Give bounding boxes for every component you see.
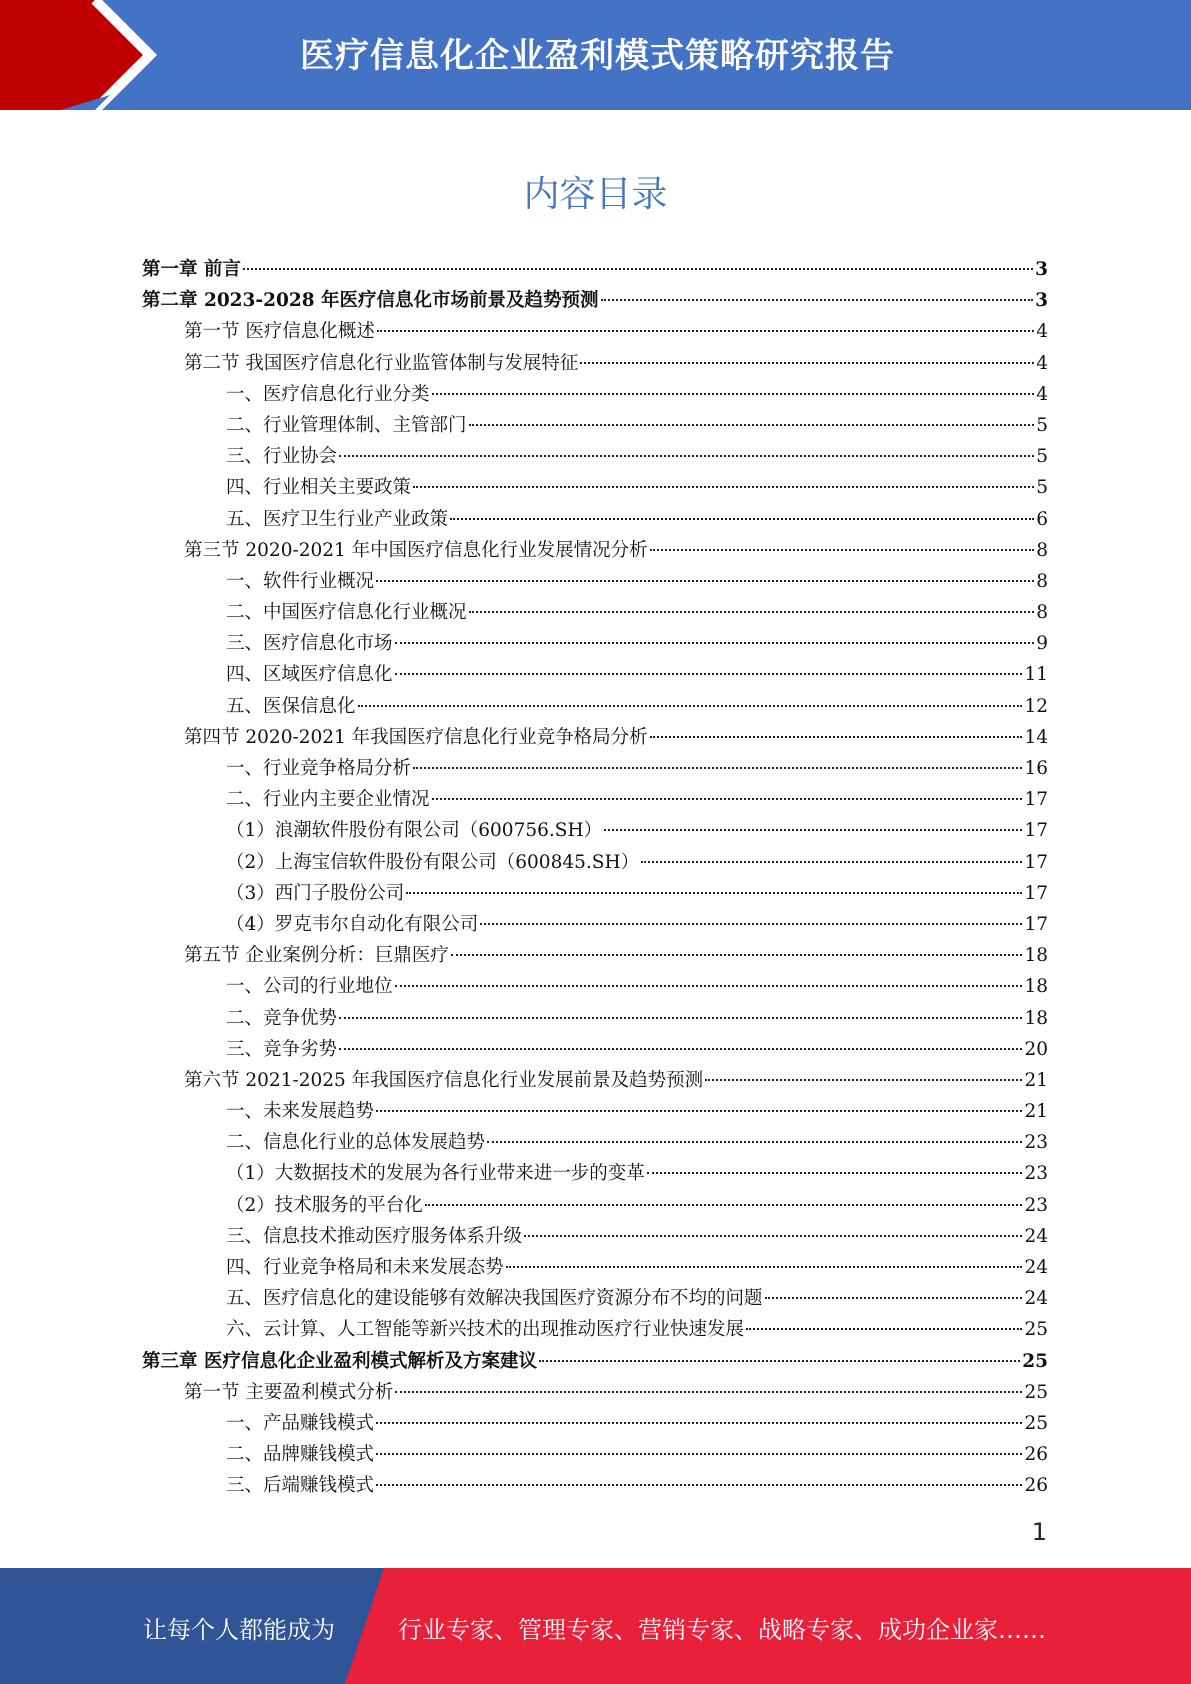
toc-entry-page: 5 <box>1036 446 1048 468</box>
toc-entry-title: 第一节 医疗信息化概述 <box>184 321 375 343</box>
toc-entry[interactable] <box>142 971 1048 1002</box>
toc-entry[interactable] <box>142 815 1048 846</box>
toc-entry[interactable] <box>142 1314 1048 1345</box>
toc-dot-leader <box>480 923 1022 925</box>
toc-entry-page: 25 <box>1024 1381 1048 1403</box>
toc-entry-title: 五、医保信息化 <box>226 695 356 717</box>
toc-entry-title: 二、行业内主要企业情况 <box>226 789 430 811</box>
toc-entry-title: 三、医疗信息化市场 <box>226 633 393 655</box>
toc-entry-title: 四、行业竞争格局和未来发展态势 <box>226 1257 504 1278</box>
toc-entry-page: 17 <box>1024 882 1048 904</box>
toc-dot-leader <box>506 1266 1023 1268</box>
toc-entry-page: 26 <box>1024 1475 1048 1497</box>
toc-entry-title: 三、信息技术推动医疗服务体系升级 <box>226 1225 523 1247</box>
toc-dot-leader <box>377 330 1034 332</box>
toc-entry-title: 第四节 2020-2021 年我国医疗信息化行业竞争格局分析 <box>184 726 648 748</box>
toc-entry-page: 26 <box>1024 1444 1048 1466</box>
toc-dot-leader <box>650 549 1035 551</box>
toc-entry-page: 17 <box>1024 913 1048 935</box>
toc-entry-title: 三、后端赚钱模式 <box>226 1475 375 1497</box>
toc-entry-page: 11 <box>1024 664 1048 686</box>
toc-entry-title: 第六节 2021-2025 年我国医疗信息化行业发展前景及趋势预测 <box>184 1069 704 1091</box>
toc-entry[interactable] <box>142 722 1048 753</box>
toc-entry-page: 25 <box>1024 1319 1048 1341</box>
footer-slogan-left: 让每个人都能成为 <box>143 1616 335 1644</box>
toc-dot-leader <box>395 985 1023 987</box>
toc-entry-page: 17 <box>1024 851 1048 873</box>
toc-dot-leader <box>469 611 1035 613</box>
toc-entry-page: 16 <box>1024 758 1048 779</box>
toc-dot-leader <box>376 1484 1022 1486</box>
toc-entry[interactable] <box>142 909 1048 940</box>
toc-entry-page: 4 <box>1036 352 1048 374</box>
toc-dot-leader <box>601 299 1034 301</box>
toc-entry[interactable] <box>142 1377 1048 1408</box>
toc-entry[interactable] <box>142 1096 1048 1127</box>
footer-band <box>0 1568 1191 1684</box>
toc-entry-page: 23 <box>1024 1132 1048 1154</box>
toc-entry-page: 14 <box>1024 726 1048 748</box>
toc-entry-page: 6 <box>1036 508 1048 530</box>
toc-entry-page: 24 <box>1024 1225 1048 1247</box>
toc-entry-page: 8 <box>1036 602 1048 624</box>
toc-entry-title: 二、信息化行业的总体发展趋势 <box>226 1132 486 1154</box>
toc-entry[interactable] <box>142 940 1048 971</box>
toc-entry-title: 三、竞争劣势 <box>226 1038 338 1060</box>
toc-entry-title: 二、竞争优势 <box>226 1007 338 1029</box>
toc-entry[interactable] <box>142 535 1048 566</box>
toc-entry-page: 24 <box>1024 1257 1048 1278</box>
toc-dot-leader <box>604 829 1022 831</box>
toc-entry[interactable] <box>142 1470 1048 1501</box>
toc-dot-leader <box>413 767 1022 769</box>
toc-entry-page: 3 <box>1035 290 1048 312</box>
toc-entry-title: （3）西门子股份公司 <box>226 882 405 904</box>
toc-entry-title: 五、医疗卫生行业产业政策 <box>226 508 449 530</box>
toc-dot-leader <box>395 642 1035 644</box>
toc-entry-title: （2）技术服务的平台化 <box>226 1194 423 1216</box>
toc-entry[interactable] <box>142 254 1048 285</box>
toc-dot-leader <box>469 424 1035 426</box>
toc-entry-page: 24 <box>1024 1288 1048 1310</box>
toc-entry-title: 三、行业协会 <box>226 446 338 468</box>
toc-entry-title: 一、产品赚钱模式 <box>226 1412 375 1434</box>
toc-entry-title: 第二节 我国医疗信息化行业监管体制与发展特征 <box>184 352 579 374</box>
toc-entry[interactable] <box>142 691 1048 722</box>
toc-dot-leader <box>650 736 1023 738</box>
toc-entry-page: 8 <box>1036 539 1048 561</box>
toc-entry-page: 4 <box>1036 383 1048 405</box>
toc-entry[interactable] <box>142 1158 1048 1189</box>
toc-dot-leader <box>358 705 1023 707</box>
toc-entry-title: 六、云计算、人工智能等新兴技术的出现推动医疗行业快速发展 <box>226 1319 745 1341</box>
toc-entry[interactable] <box>142 847 1048 878</box>
toc-entry[interactable] <box>142 410 1048 441</box>
toc-entry[interactable] <box>142 878 1048 909</box>
toc-entry-title: 第一节 主要盈利模式分析 <box>184 1381 394 1403</box>
toc-dot-leader <box>524 1235 1022 1237</box>
footer-slogan-right: 行业专家、管理专家、营销专家、战略专家、成功企业家…… <box>398 1616 1046 1644</box>
toc-entry[interactable] <box>142 1065 1048 1096</box>
toc-dot-leader <box>746 1328 1022 1330</box>
toc-dot-leader <box>339 1017 1022 1019</box>
toc-dot-leader <box>487 1141 1022 1143</box>
toc-entry-title: 四、行业相关主要政策 <box>226 477 412 499</box>
toc-entry-page: 21 <box>1024 1101 1048 1123</box>
toc-entry-page: 23 <box>1024 1194 1048 1216</box>
toc-dot-leader <box>339 455 1034 457</box>
toc-entry-page: 21 <box>1024 1069 1048 1091</box>
toc-entry-title: 第五节 企业案例分析：巨鼎医疗 <box>184 945 449 967</box>
toc-entry-title: （4）罗克韦尔自动化有限公司 <box>226 913 479 935</box>
toc-entry-title: 第三节 2020-2021 年中国医疗信息化行业发展情况分析 <box>184 539 648 561</box>
toc-dot-leader <box>395 673 1023 675</box>
toc-dot-leader <box>339 1048 1022 1050</box>
toc-entry[interactable] <box>142 441 1048 472</box>
toc-entry-page: 25 <box>1022 1350 1048 1372</box>
toc-entry-title: 第三章 医疗信息化企业盈利模式解析及方案建议 <box>142 1350 537 1372</box>
toc-entry[interactable] <box>142 379 1048 410</box>
toc-entry[interactable] <box>142 348 1048 379</box>
toc-entry-title: （1）大数据技术的发展为各行业带来进一步的变革 <box>226 1163 645 1185</box>
toc-entry[interactable] <box>142 1127 1048 1158</box>
toc-dot-leader <box>406 892 1022 894</box>
toc-entry[interactable] <box>142 316 1048 347</box>
toc-entry-title: 一、医疗信息化行业分类 <box>226 383 430 405</box>
toc-entry-page: 25 <box>1024 1412 1048 1434</box>
toc-dot-leader <box>705 1079 1022 1081</box>
toc-entry-page: 18 <box>1024 976 1048 998</box>
toc-entry-page: 17 <box>1024 789 1048 811</box>
toc-dot-leader <box>432 393 1035 395</box>
toc-entry[interactable] <box>142 628 1048 659</box>
toc-dot-leader <box>376 1110 1022 1112</box>
toc-entry-title: 二、中国医疗信息化行业概况 <box>226 602 467 624</box>
toc-entry-page: 9 <box>1036 633 1048 655</box>
toc-dot-leader <box>432 798 1023 800</box>
toc-dot-leader <box>376 1453 1022 1455</box>
toc-entry-title: 二、行业管理体制、主管部门 <box>226 414 467 436</box>
toc-entry-page: 17 <box>1024 820 1048 842</box>
toc-entry-title: 第一章 前言 <box>142 259 241 280</box>
toc-dot-leader <box>395 1391 1022 1393</box>
toc-entry-page: 5 <box>1036 477 1048 499</box>
report-title: 医疗信息化企业盈利模式策略研究报告 <box>300 36 895 76</box>
toc-entry-title: 一、未来发展趋势 <box>226 1101 375 1123</box>
toc-entry[interactable] <box>142 566 1048 597</box>
toc-entry[interactable] <box>142 1190 1048 1221</box>
toc-entry[interactable] <box>142 597 1048 628</box>
toc-entry[interactable] <box>142 472 1048 503</box>
toc-entry-page: 18 <box>1024 945 1048 967</box>
toc-entry-page: 5 <box>1036 414 1048 436</box>
header-band <box>0 0 1191 110</box>
toc-entry[interactable] <box>142 1439 1048 1470</box>
page-number: 1 <box>1031 1518 1047 1546</box>
toc-entry-page: 23 <box>1024 1163 1048 1185</box>
toc-entry[interactable] <box>142 1346 1048 1377</box>
toc-entry[interactable] <box>142 1221 1048 1252</box>
toc-dot-leader <box>580 362 1034 364</box>
toc-entry[interactable] <box>142 1003 1048 1034</box>
toc-dot-leader <box>539 1360 1020 1362</box>
toc-entry-title: 二、品牌赚钱模式 <box>226 1444 375 1466</box>
toc-entry-title: 五、医疗信息化的建设能够有效解决我国医疗资源分布不均的问题 <box>226 1288 763 1310</box>
toc-entry[interactable] <box>142 659 1048 690</box>
table-of-contents <box>142 254 1048 1502</box>
toc-entry[interactable] <box>142 1283 1048 1314</box>
toc-entry-page: 12 <box>1024 695 1048 717</box>
toc-dot-leader <box>376 580 1034 582</box>
toc-entry-title: 一、行业竞争格局分析 <box>226 758 412 779</box>
toc-dot-leader <box>425 1204 1023 1206</box>
toc-entry-page: 18 <box>1024 1007 1048 1029</box>
toc-entry[interactable] <box>142 1408 1048 1439</box>
toc-entry-title: 第二章 2023-2028 年医疗信息化市场前景及趋势预测 <box>142 290 599 312</box>
toc-entry-title: 四、区域医疗信息化 <box>226 664 393 686</box>
toc-entry-title: （1）浪潮软件股份有限公司（600756.SH） <box>226 820 603 842</box>
header-arrow-red <box>0 0 150 110</box>
toc-dot-leader <box>450 518 1034 520</box>
toc-heading: 内容目录 <box>523 174 668 215</box>
toc-entry[interactable] <box>142 784 1048 815</box>
toc-entry[interactable] <box>142 504 1048 535</box>
toc-entry-page: 3 <box>1035 259 1048 280</box>
toc-entry-page: 20 <box>1024 1038 1048 1060</box>
toc-entry-page: 4 <box>1036 321 1048 343</box>
toc-dot-leader <box>413 486 1034 488</box>
toc-entry-title: 一、公司的行业地位 <box>226 976 393 998</box>
toc-dot-leader <box>243 268 1033 270</box>
toc-dot-leader <box>376 1422 1022 1424</box>
toc-entry-title: （2）上海宝信软件股份有限公司（600845.SH） <box>226 851 640 873</box>
toc-entry[interactable] <box>142 285 1048 316</box>
toc-dot-leader <box>765 1297 1023 1299</box>
toc-entry[interactable] <box>142 1034 1048 1065</box>
toc-entry-page: 8 <box>1036 570 1048 592</box>
toc-entry[interactable] <box>142 753 1048 784</box>
toc-dot-leader <box>641 861 1022 863</box>
toc-dot-leader <box>647 1172 1023 1174</box>
toc-entry[interactable] <box>142 1252 1048 1283</box>
toc-dot-leader <box>451 954 1023 956</box>
toc-entry-title: 一、软件行业概况 <box>226 570 375 592</box>
